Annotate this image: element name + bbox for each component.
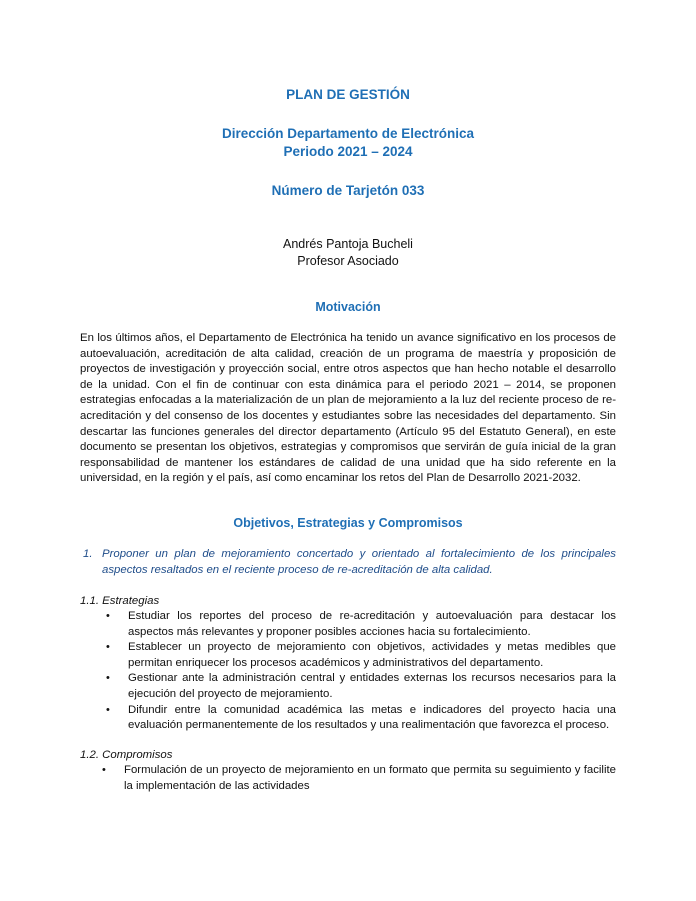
commitments-list	[96, 763, 616, 794]
list-item	[100, 671, 616, 702]
strategies-list	[100, 609, 616, 734]
commitments-heading: 1.2. Compromisos	[80, 749, 173, 761]
objective-number: 1.	[83, 548, 93, 560]
plan-title: PLAN DE GESTIÓN	[286, 87, 410, 102]
list-item	[100, 703, 616, 734]
direction-title: Dirección Departamento de Electrónica	[221, 126, 475, 141]
motivation-heading: Motivación	[315, 300, 381, 314]
bullet-icon: •	[102, 764, 106, 776]
author-role: Profesor Asociado	[297, 254, 399, 268]
strategies-heading: 1.1. Estrategias	[80, 595, 160, 607]
objectives-heading: Objetivos, Estrategias y Compromisos	[233, 516, 463, 530]
period-title: Periodo 2021 – 2024	[283, 144, 413, 159]
bullet-icon: •	[106, 610, 110, 622]
objective-item	[80, 547, 616, 578]
objective-text: Proponer un plan de mejoramiento concertado y orientado al fortalecimiento de los principales aspectos resaltados en el reciente proceso de re-acreditación de alta calidad.	[102, 548, 616, 576]
strategy-text: Gestionar ante la administración central y entidades externas los recursos necesarios para la ejecución del proyecto de mejoramiento.	[128, 672, 616, 700]
bullet-icon: •	[106, 672, 110, 685]
strategy-text: Estudiar los reportes del proceso de re-acreditación y autoevaluación para destacar los aspectos más relevantes y proponer posibles acciones hacia su fortalecimiento.	[128, 610, 616, 638]
card-number-title: Número de Tarjetón 033	[271, 183, 425, 198]
list-item	[100, 640, 616, 671]
motivation-paragraph: En los últimos años, el Departamento de Electrónica ha tenido un avance significativo en los procesos de autoevaluación, acreditación de alta calidad, creación de un programa de maestría y proposición de proyectos de investigación y proyección social, entre otros aspectos que han hecho notable el desarrollo de la unidad. Con el fin de continuar con esta dinámica para el periodo 2021 – 2014, se proponen estrategias enfocadas a la materialización de un plan de mejoramiento a la luz del reciente proceso de re-acreditación y del consenso de los docentes y estudiantes sobre las necesidades del departamento. Sin descartar las funciones generales del director departamento (Artículo 95 del Estatuto General), en este documento se presentan los objetivos, estrategias y compromisos que servirán de guía inicial de la gran responsabilidad de mantener los estándares de calidad de una unidad que ha sido referente en la universidad, en la región y el país, así como encaminar los retos del Plan de Desarrollo 2021-2032.	[80, 332, 616, 485]
strategy-text: Establecer un proyecto de mejoramiento con objetivos, actividades y metas medibles que permitan enriquecer los procesos académicos y administrativos del departamento.	[128, 641, 616, 669]
commitment-text: Formulación de un proyecto de mejoramiento en un formato que permita su seguimiento y facilite la implementación de las actividades	[124, 764, 616, 792]
author-name: Andrés Pantoja Bucheli	[283, 237, 413, 251]
bullet-icon: •	[106, 641, 110, 654]
list-item	[96, 763, 616, 794]
bullet-icon: •	[106, 703, 110, 716]
strategy-text: Difundir entre la comunidad académica las metas e indicadores del proyecto hacia una evaluación permanentemente de los resultados y una realimentación que favorezca el proceso.	[128, 703, 616, 732]
list-item	[100, 609, 616, 640]
